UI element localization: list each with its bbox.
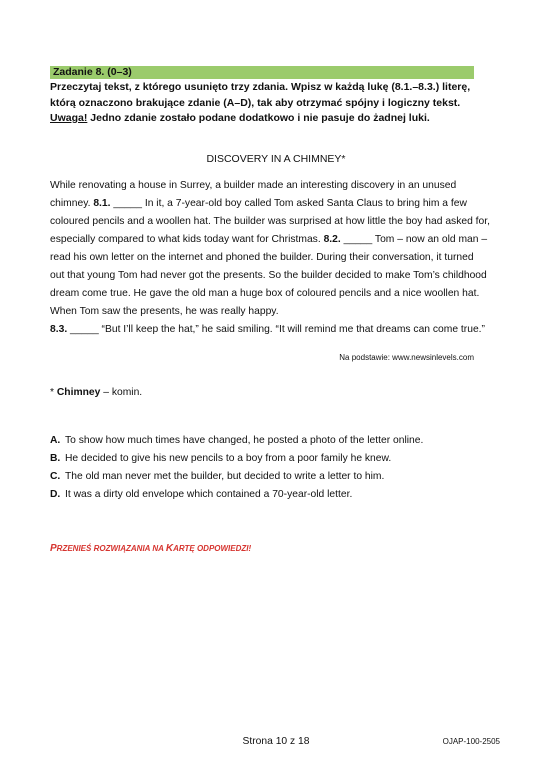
article-text (50, 177, 490, 339)
option-letter: C. (50, 471, 61, 482)
option-text: He decided to give his new pencils to a boy from a poor family he knew. (65, 453, 392, 464)
answer-options (50, 432, 490, 504)
instruction-line-2: którą oznaczono brakujące zdanie (A–D), tak aby otrzymać spójny i logiczny tekst. (50, 96, 461, 109)
option-letter: B. (50, 453, 61, 464)
option-text: It was a dirty old envelope which contained a 70-year-old letter. (65, 489, 353, 500)
article-part-2: _____ In it, a 7-year-old boy called Tom asked Santa Claus to bring him a few coloured pencils and a woollen hat. The builder was surprised at how little the boy had asked for, especially compared to what kids today want for Christmas. (50, 198, 490, 245)
article-part-1: While renovating a house in Surrey, a builder made an interesting discovery in an unused chimney. (50, 180, 457, 209)
gap-8-3-label: 8.3. (50, 324, 68, 335)
task-header: Zadanie 8. (0–3) (50, 66, 474, 79)
article-part-3: _____ Tom – now an old man – read his own letter on the internet and phoned the builder. During their conversation, it turned out that young Tom had never got the presents. So the builder decided to make Tom’s childhood dream come true. He gave the old man a huge box of coloured pencils and a nice woollen hat. When Tom saw the presents, he was really happy. (50, 234, 488, 317)
task-instructions (50, 80, 490, 127)
note-initial-k: K (165, 543, 174, 554)
note-text-1: RZENIEŚ ROZWIĄZANIA NA (56, 544, 166, 553)
footnote-prefix: * (50, 387, 57, 398)
gap-8-2-label: 8.2. (323, 234, 341, 245)
source-citation: Na podstawie: www.newsinlevels.com (339, 353, 474, 362)
option-text: The old man never met the builder, but decided to write a letter to him. (65, 471, 385, 482)
warning-line (50, 111, 490, 127)
option-letter: D. (50, 489, 61, 500)
transfer-answers-note (50, 543, 251, 554)
footnote-term: Chimney (56, 387, 101, 398)
instruction-line-1: Przeczytaj tekst, z którego usunięto trzy zdania. Wpisz w każdą lukę (8.1.–8.3.) literę, (50, 81, 471, 93)
page-number: Strona 10 z 18 (242, 736, 310, 747)
warning-text: Jedno zdanie zostało podane dodatkowo i nie pasuje do żadnej luki. (87, 112, 430, 124)
option-c (50, 468, 490, 486)
option-text: To show how much times have changed, he posted a photo of the letter online. (65, 435, 424, 446)
option-letter: A. (50, 435, 61, 446)
article-title: DISCOVERY IN A CHIMNEY* (206, 153, 346, 165)
gap-8-1-label: 8.1. (93, 198, 111, 209)
footnote (50, 386, 142, 399)
warning-label: Uwaga! (50, 112, 88, 124)
option-a (50, 432, 490, 450)
note-text-2: ARTĘ ODPOWIEDZI! (173, 544, 252, 553)
footnote-definition: – komin. (100, 387, 143, 398)
option-b (50, 450, 490, 468)
document-code: OJAP-100-2505 (442, 737, 500, 746)
article-part-4: _____ “But I’ll keep the hat,” he said smiling. “It will remind me that dreams can come true.” (67, 324, 485, 335)
note-initial-p: P (50, 543, 57, 554)
option-d (50, 486, 490, 504)
